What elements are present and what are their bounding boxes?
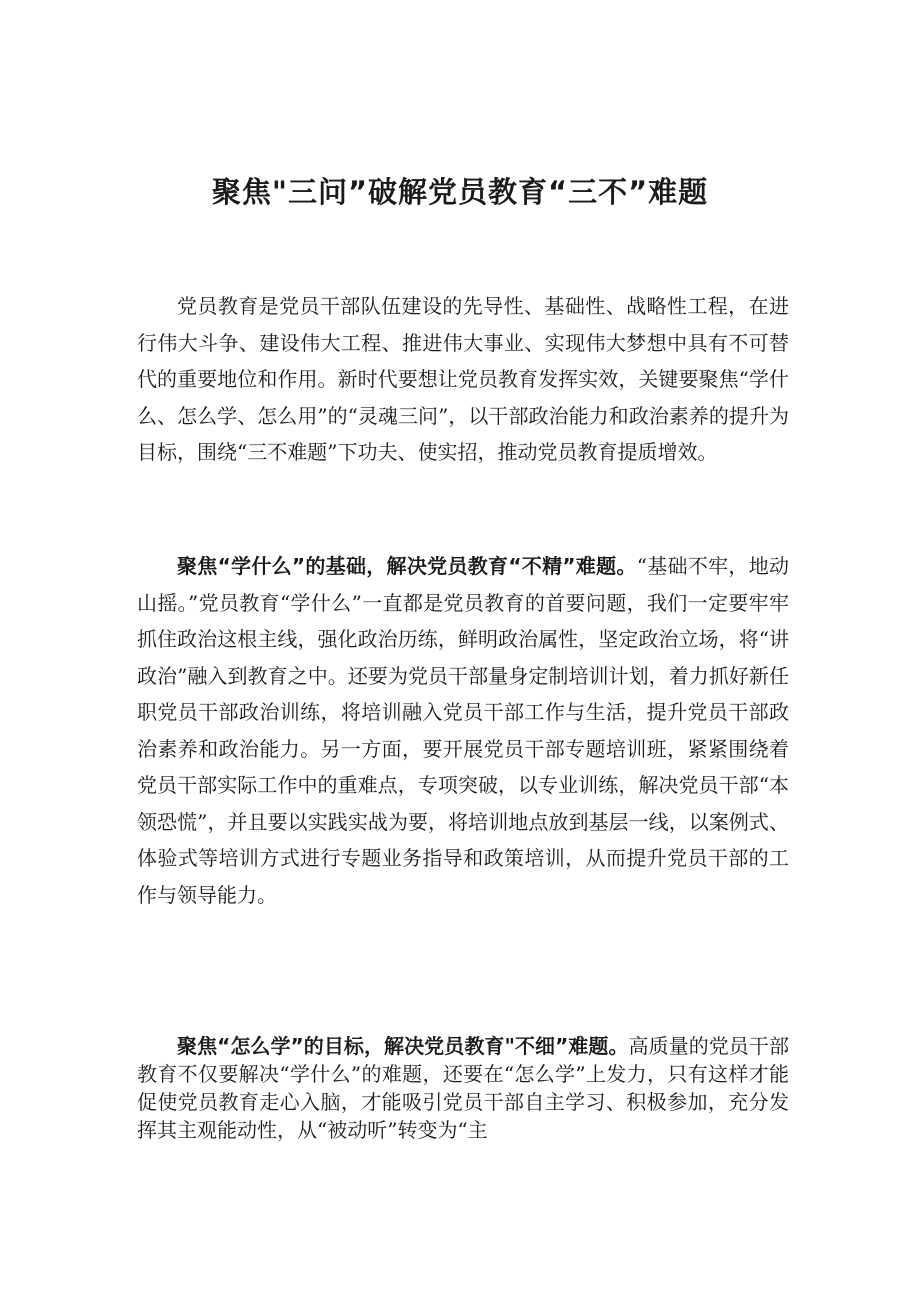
paragraph-heading: 聚焦“怎么学”的目标，解决党员教育"不细”难题。 — [177, 1034, 629, 1058]
paragraph-body: “基础不牢，地动山摇。”党员教育“学什么”一直都是党员教育的首要问题，我们一定要牢牢抓住政治这根主线，强化政治历练，鲜明政治属性，坚定政治立场，将“讲政治”融入到教育之中。还要为党员干部量身定制培训计划，着力抓好新任职党员干部政治训练，将培训融入党员干部工作与生活，提升党员干部政治素养和政治能力。另一方面，要开展党员干部专题培训班，紧紧围绕着党员干部实际工作中的重难点，专项突破，以专业训练，解决党员干部“本领恐慌”，并且要以实践实战为要，将培训地点放到基层一线，以案例式、体验式等培训方式进行专题业务指导和政策培训，从而提升党员干部的工作与领导能力。 — [137, 554, 790, 907]
document-title: 聚焦"三问”破解党员教育“三不”难题 — [211, 175, 709, 209]
paragraph-how-to-learn — [137, 1032, 789, 1144]
paragraph-heading: 聚焦“学什么”的基础，解决党员教育“不精”难题。 — [177, 554, 637, 578]
paragraph-body: 党员教育是党员干部队伍建设的先导性、基础性、战略性工程，在进行伟大斗争、建设伟大工程、推进伟大事业、实现伟大梦想中具有不可替代的重要地位和作用。新时代要想让党员教育发挥实效，关键要聚焦“学什么、怎么学、怎么用”的“灵魂三问”，以干部政治能力和政治素养的提升为目标，围绕“三不难题”下功夫、使实招，推动党员教育提质增效。 — [137, 294, 789, 464]
paragraph-intro — [137, 288, 789, 471]
paragraph-body: 高质量的党员干部教育不仅要解决“学什么”的难题，还要在“怎么学”上发力，只有这样才能促使党员教育走心入脑，才能吸引党员干部自主学习、积极参加，充分发挥其主观能动性，从“被动听”转变为“主 — [137, 1034, 789, 1142]
paragraph-what-to-learn — [137, 548, 789, 913]
